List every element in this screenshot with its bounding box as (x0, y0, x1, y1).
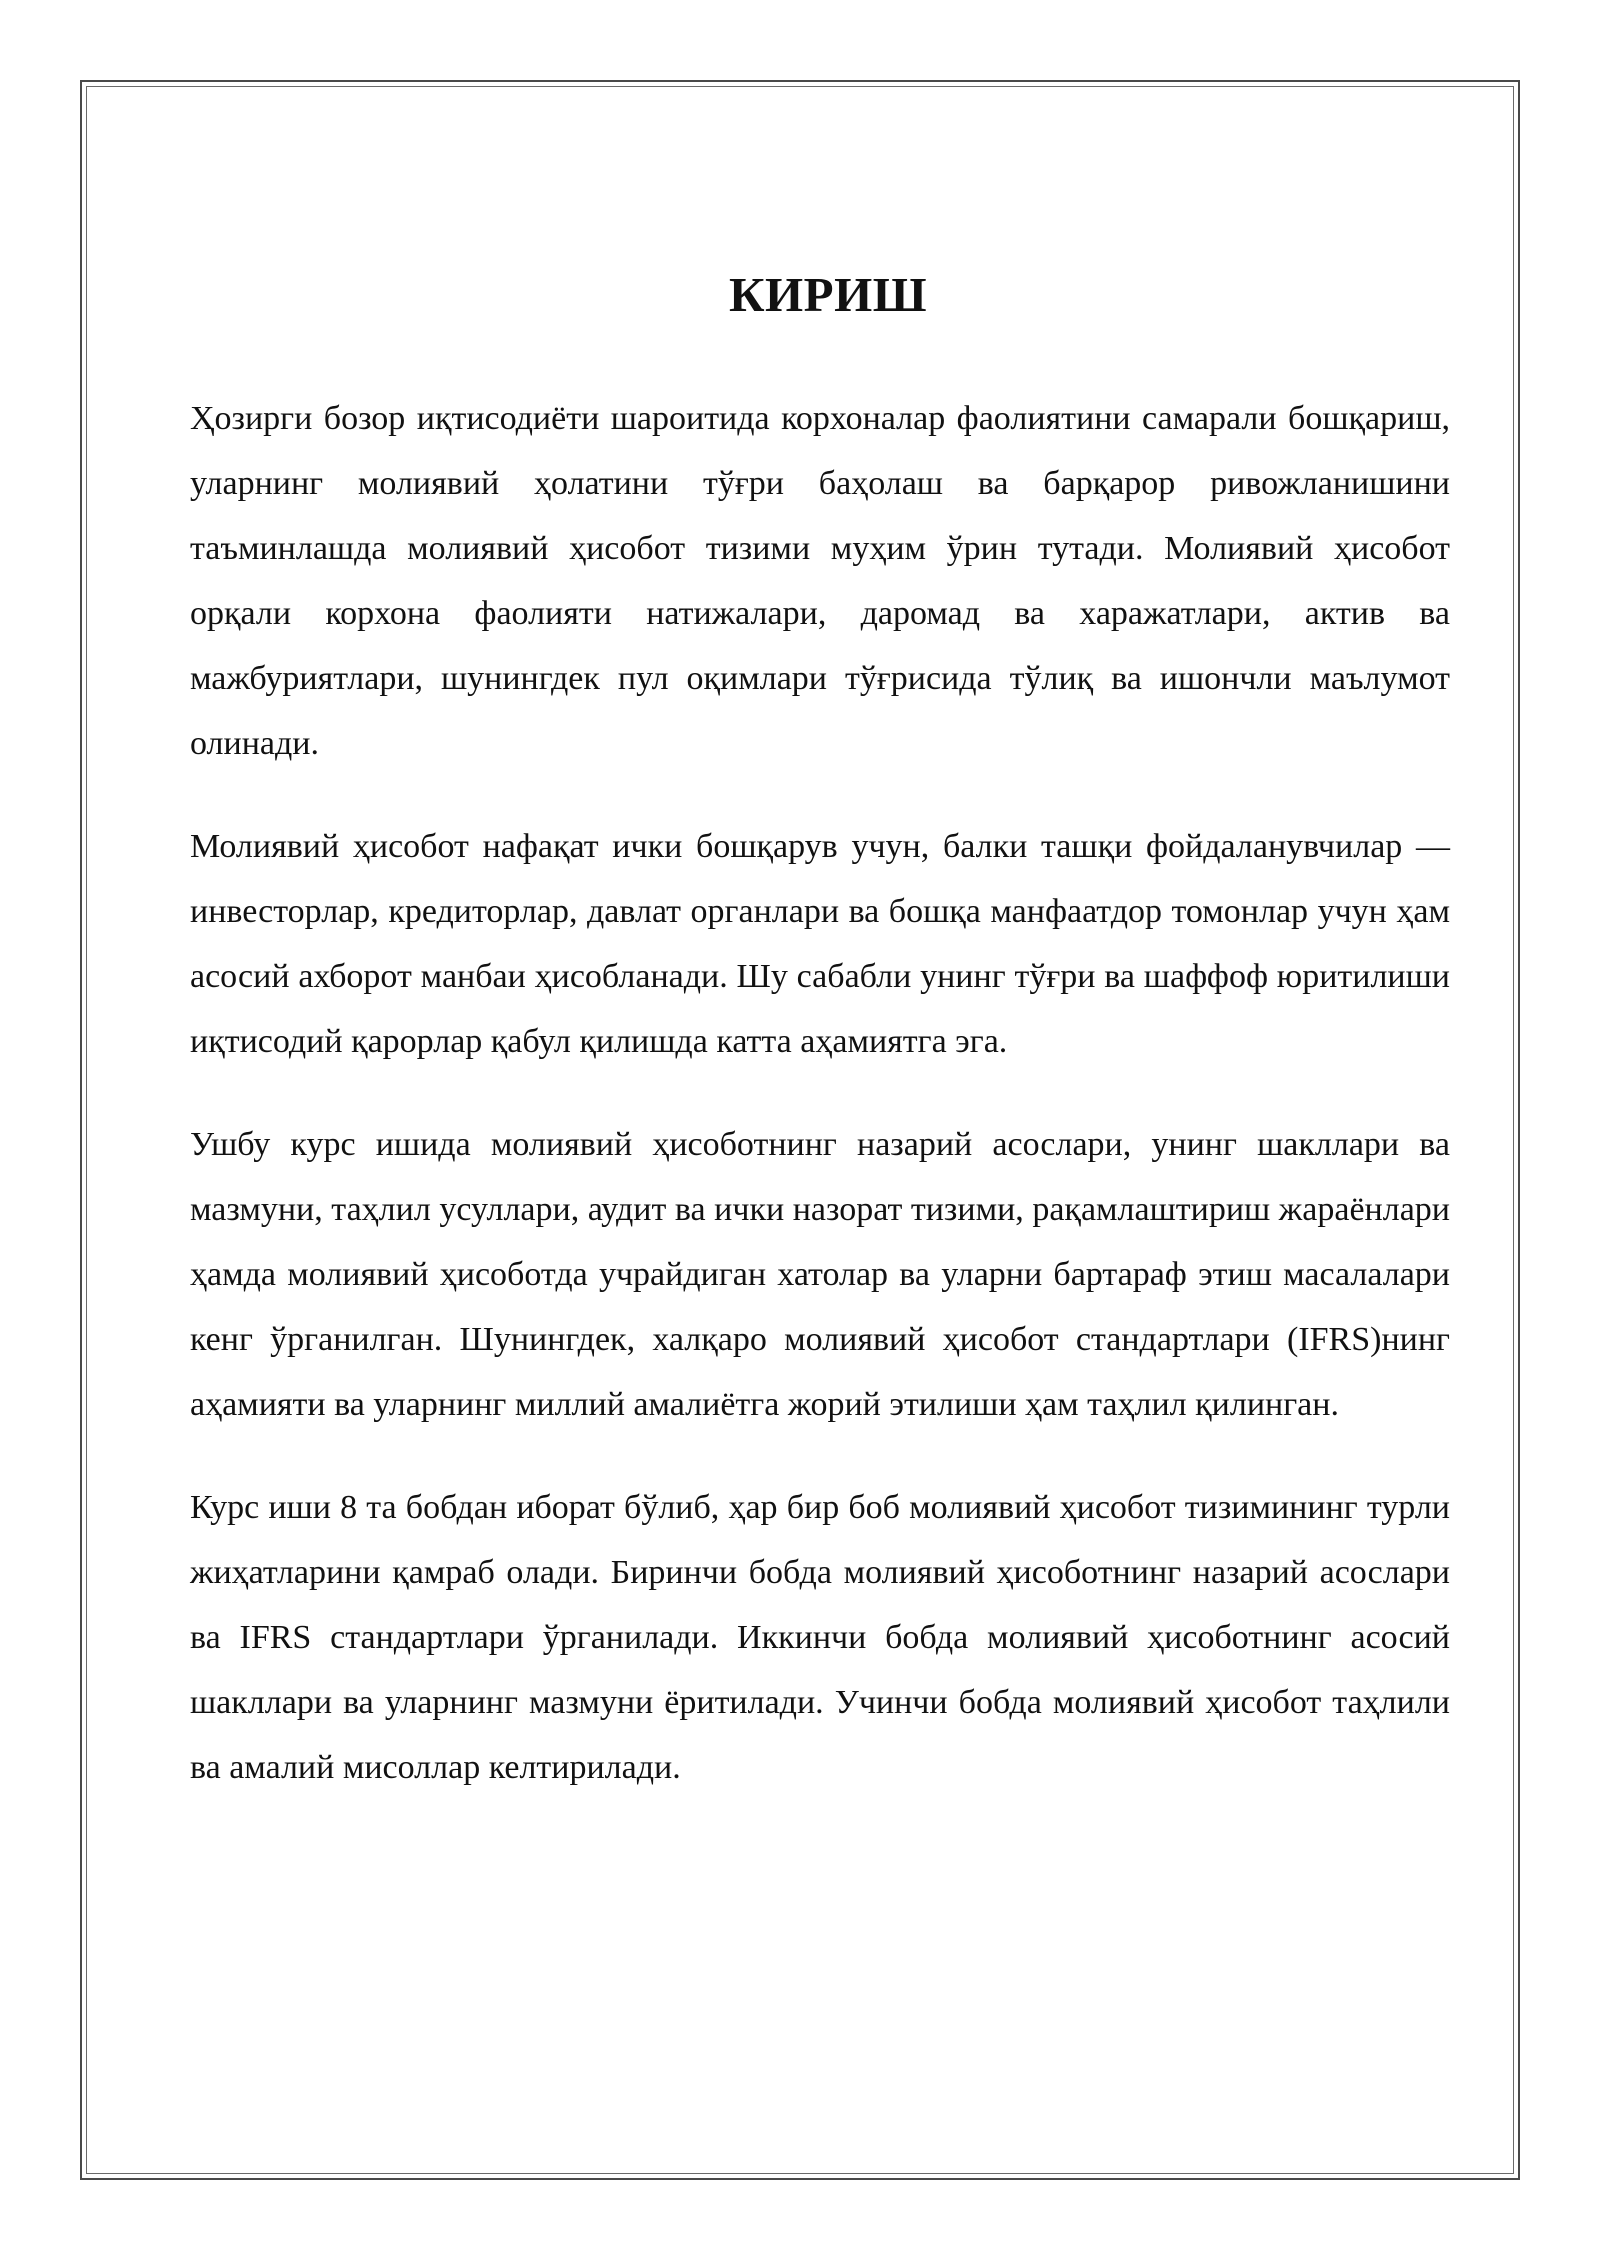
document-body (190, 267, 1450, 1838)
page-title: КИРИШ (729, 267, 927, 322)
paragraph-4: Курс иши 8 та бобдан иборат бўлиб, ҳар бир боб молиявий ҳисобот тизимининг турли жиҳатларини қамраб олади. Биринчи бобда молиявий ҳисоботнинг назарий асослари ва IFRS стандартлари ўрганилади. Иккинчи бобда молиявий ҳисоботнинг асосий шакллари ва уларнинг мазмуни ёритилади. Учинчи бобда молиявий ҳисобот таҳлили ва амалий мисоллар келтирилади. (190, 1489, 1450, 1786)
paragraph-3: Ушбу курс ишида молиявий ҳисоботнинг назарий асослари, унинг шакллари ва мазмуни, таҳлил усуллари, аудит ва ички назорат тизими, рақамлаштириш жараёнлари ҳамда молиявий ҳисоботда учрайдиган хатолар ва уларни бартараф этиш масалалари кенг ўрганилган. Шунингдек, халқаро молиявий ҳисобот стандартлари (IFRS)нинг аҳамияти ва уларнинг миллий амалиётга жорий этилиши ҳам таҳлил қилинган. (190, 1126, 1450, 1423)
paragraph-2: Молиявий ҳисобот нафақат ички бошқарув учун, балки ташқи фойдаланувчилар — инвесторлар, кредиторлар, давлат органлари ва бошқа манфаатдор томонлар учун ҳам асосий ахборот манбаи ҳисобланади. Шу сабабли унинг тўғри ва шаффоф юритилиши иқтисодий қарорлар қабул қилишда катта аҳамиятга эга. (190, 828, 1450, 1060)
paragraph-1: Ҳозирги бозор иқтисодиёти шароитида корхоналар фаолиятини самарали бошқариш, уларнинг молиявий ҳолатини тўғри баҳолаш ва барқарор ривожланишини таъминлашда молиявий ҳисобот тизими муҳим ўрин тутади. Молиявий ҳисобот орқали корхона фаолияти натижалари, даромад ва харажатлари, актив ва мажбуриятлари, шунингдек пул оқимлари тўғрисида тўлиқ ва ишончли маълумот олинади. (190, 400, 1450, 762)
